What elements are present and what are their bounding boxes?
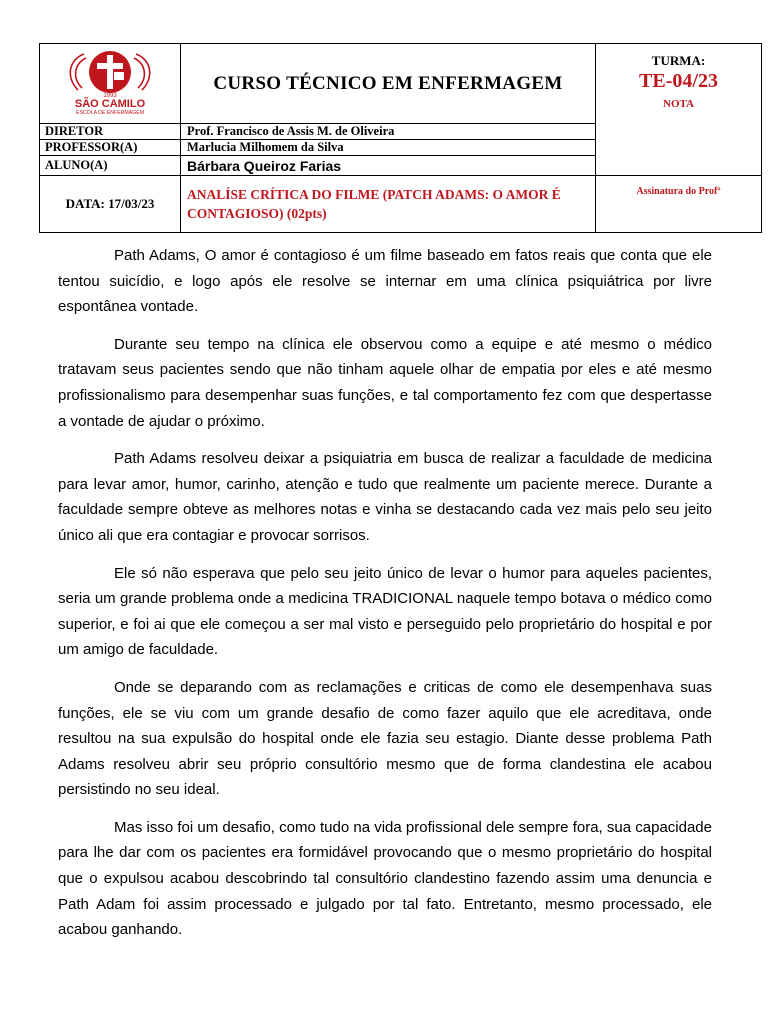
logo-cell — [40, 44, 181, 124]
professor-value: Marlucia Milhomem da Silva — [181, 140, 596, 156]
logo-name: SÃO CAMILO — [74, 98, 146, 110]
sao-camilo-logo — [50, 44, 170, 118]
turma-nota-cell — [596, 44, 762, 176]
professor-label: PROFESSOR(A) — [40, 140, 181, 156]
diretor-value: Prof. Francisco de Assis M. de Oliveira — [181, 124, 596, 140]
turma-value: TE-04/23 — [639, 70, 718, 92]
paragraph: Ele só não esperava que pelo seu jeito único de levar o humor para aqueles pacientes, seria um grande problema onde a medicina TRADICIONAL naquele tempo botava o médico como superior, e foi ai que ele começou a ser mal visto e perseguido pelo proprietário do hospital e por um amigo de faculdade. — [58, 564, 712, 659]
data-label: DATA: 17/03/23 — [40, 176, 181, 233]
aluno-value: Bárbara Queiroz Farias — [181, 156, 596, 176]
assinatura-label: Assinatura do Profº — [596, 176, 762, 233]
nota-label: NOTA — [663, 98, 694, 110]
paragraph: Mas isso foi um desafio, como tudo na vida profissional dele sempre fora, sua capacidade para lhe dar com os pacientes era formidável provocando que o mesmo proprietário do hospital que o expulsou acabou descobrindo tal consultório clandestino fazendo assim uma denuncia e Path Adam foi assim processado e julgado por tal fato. Entretanto, mesmo processado, ele acabou ganhando. — [58, 818, 712, 939]
course-title: CURSO TÉCNICO EM ENFERMAGEM — [181, 44, 596, 124]
header-table — [39, 43, 762, 233]
turma-label: TURMA: — [651, 53, 706, 68]
aluno-label: ALUNO(A) — [40, 156, 181, 176]
paragraph: Path Adams, O amor é contagioso é um filme baseado em fatos reais que conta que ele tentou suicídio, e logo após ele resolve se internar em uma clínica psiquiátrica por livre espontânea vontade. — [58, 247, 712, 316]
paragraph: Durante seu tempo na clínica ele observou como a equipe e até mesmo o médico tratavam seus pacientes sendo que não tinham aquele olhar de empatia por eles e até mesmo profissionalismo para desempenhar suas funções, e tal comportamento fez com que despertasse a vontade de ajudar o próximo. — [58, 335, 712, 430]
logo-subtitle: ESCOLA DE ENFERMAGEM — [75, 110, 145, 116]
paragraph: Path Adams resolveu deixar a psiquiatria em busca de realizar a faculdade de medicina para levar amor, humor, carinho, atenção e tudo que realmente um paciente merece. Durante a faculdade sempre obteve as melhores notas e vinha se destacando cada vez mais pelo seu jeito único ali que era contagiar e provocar sorrisos. — [58, 450, 712, 544]
paragraph: Onde se deparando com as reclamações e criticas de como ele desempenhava suas funções, ele se viu com um grande desafio de como fazer aquilo que ele acreditava, onde resultou na sua expulsão do hospital onde ele fazia seu estagio. Diante desse problema Path Adams resolveu abrir seu próprio consultório mesmo que de forma clandestina ele acabou persistindo no seu ideal. — [58, 678, 712, 799]
diretor-label: DIRETOR — [40, 124, 181, 140]
assignment-title: ANALÍSE CRÍTICA DO FILME (PATCH ADAMS: O AMOR É CONTAGIOSO) (02pts) — [181, 176, 596, 233]
logo-year: 1993 — [103, 93, 117, 99]
essay-body — [58, 243, 712, 955]
